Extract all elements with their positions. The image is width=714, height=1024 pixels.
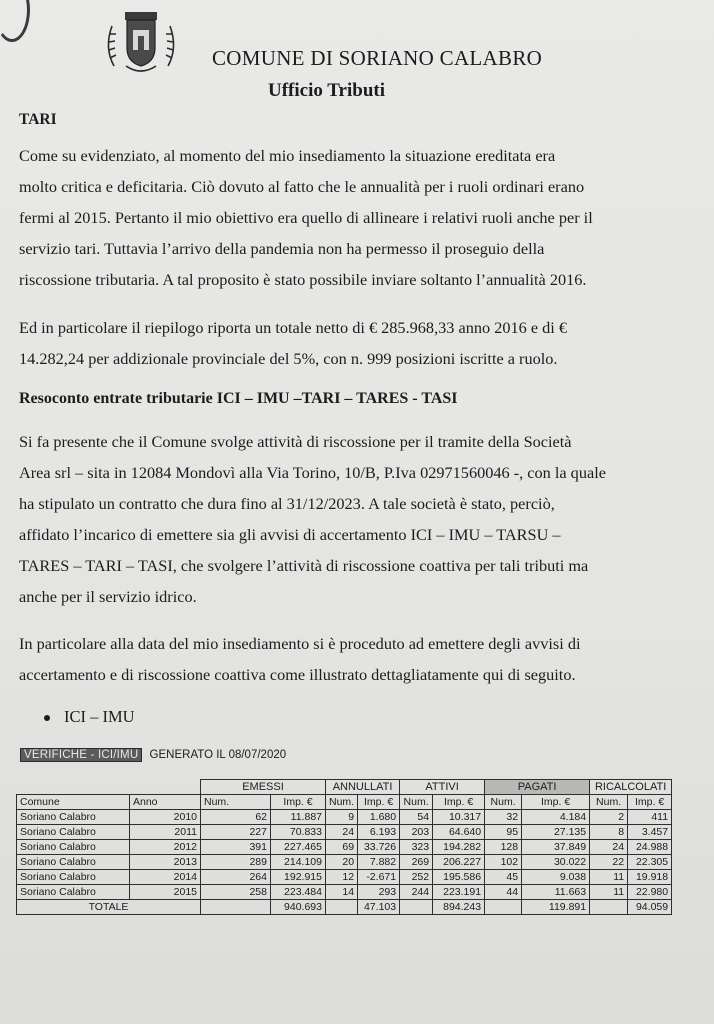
table-row [17,885,672,900]
verifiche-caption [20,748,286,762]
group-emessi: EMESSI [201,780,326,795]
cell-anno: 2013 [130,855,201,870]
col-num: Num. [400,795,433,810]
cell-comune: Soriano Calabro [17,855,130,870]
cell-attivi-num: 269 [400,855,433,870]
verifiche-badge: VERIFICHE - ICI/IMU [20,748,142,762]
municipal-crest-icon [100,8,182,78]
cell-pagati-num: 32 [485,810,522,825]
bullet-dot-icon [44,715,50,721]
cell-attivi-imp: 194.282 [433,840,485,855]
col-num: Num. [485,795,522,810]
cell-pagati-imp: 9.038 [522,870,590,885]
text-line: accertamento e di riscossione coattiva come illustrato dettagliatamente qui di seguito. [19,665,576,684]
text-line: molto critica e deficitaria. Ciò dovuto al fatto che le annualità per i ruoli ordinari erano [19,177,585,196]
cell-anno: 2012 [130,840,201,855]
cell-pagati-imp: 27.135 [522,825,590,840]
text-line: Ed in particolare il riepilogo riporta un totale netto di € 285.968,33 anno 2016 e di € [19,318,568,337]
text-line: In particolare alla data del mio insediamento si è proceduto ad emettere degli avvisi di [19,634,581,653]
cell-emessi-imp: 214.109 [271,855,326,870]
generated-date: GENERATO IL 08/07/2020 [149,749,287,761]
group-attivi: ATTIVI [400,780,485,795]
text-line: fermi al 2015. Pertanto il mio obiettivo era quello di allineare i relativi ruoli anche per il [19,208,593,227]
col-imp: Imp. € [358,795,400,810]
cell-comune: Soriano Calabro [17,825,130,840]
cell-ricalcolati-imp: 411 [628,810,672,825]
cell-ricalcolati-num: 11 [590,885,628,900]
cell-emessi-imp: 11.887 [271,810,326,825]
cell-ricalcolati-imp: 22.980 [628,885,672,900]
group-annullati: ANNULLATI [326,780,400,795]
text-line: riscossione tributaria. A tal proposito è stato possibile inviare soltanto l’annualità 2016. [19,270,587,289]
cell-attivi-num: 244 [400,885,433,900]
cell-ricalcolati-imp: 3.457 [628,825,672,840]
cell-emessi-imp: 227.465 [271,840,326,855]
cell-pagati-num: 128 [485,840,522,855]
text-line: servizio tari. Tuttavia l’arrivo della pandemia non ha permesso il proseguio della [19,239,545,258]
cell-ricalcolati-num: 11 [590,870,628,885]
cell-emessi-num: 264 [201,870,271,885]
total-pagati: 119.891 [522,900,590,915]
table-body [17,810,672,900]
resoconto-paragraph-1 [19,426,681,612]
group-ricalcolati: RICALCOLATI [590,780,672,795]
group-header-row [17,780,672,795]
text-line: Come su evidenziato, al momento del mio insediamento la situazione ereditata era [19,146,556,165]
cell-ricalcolati-num: 2 [590,810,628,825]
text-line: affidato l’incarico di emettere sia gli avvisi di accertamento ICI – IMU – TARSU – [19,525,561,544]
text-line: 14.282,24 per addizionale provinciale del 5%, con n. 999 posizioni iscritte a ruolo. [19,349,558,368]
cell-ricalcolati-num: 22 [590,855,628,870]
text-line: anche per il servizio idrico. [19,587,197,606]
cell-emessi-num: 258 [201,885,271,900]
text-line: Si fa presente che il Comune svolge attività di riscossione per il tramite della Società [19,432,572,451]
cell-emessi-num: 289 [201,855,271,870]
cell-pagati-num: 45 [485,870,522,885]
cell-comune: Soriano Calabro [17,885,130,900]
totale-label: TOTALE [17,900,201,915]
table-row [17,870,672,885]
cell-annullati-num: 24 [326,825,358,840]
cell-annullati-imp: 1.680 [358,810,400,825]
col-imp: Imp. € [522,795,590,810]
cell-annullati-num: 12 [326,870,358,885]
total-annullati: 47.103 [358,900,400,915]
cell-emessi-num: 62 [201,810,271,825]
cell-pagati-num: 102 [485,855,522,870]
cell-ricalcolati-num: 8 [590,825,628,840]
cell-attivi-imp: 10.317 [433,810,485,825]
cell-pagati-imp: 30.022 [522,855,590,870]
cell-anno: 2014 [130,870,201,885]
table-row [17,855,672,870]
totals-row [17,900,672,915]
cell-anno: 2011 [130,825,201,840]
cell-emessi-num: 391 [201,840,271,855]
col-anno: Anno [130,795,201,810]
tari-paragraph-2 [19,312,681,374]
cell-annullati-num: 14 [326,885,358,900]
col-comune: Comune [17,795,130,810]
total-emessi: 940.693 [271,900,326,915]
column-header-row [17,795,672,810]
cell-emessi-imp: 192.915 [271,870,326,885]
cell-comune: Soriano Calabro [17,810,130,825]
bullet-item-ici-imu [44,707,135,727]
cell-annullati-imp: 6.193 [358,825,400,840]
resoconto-paragraph-2 [19,628,681,690]
table-row [17,810,672,825]
col-num: Num. [590,795,628,810]
cell-pagati-num: 44 [485,885,522,900]
col-num: Num. [326,795,358,810]
table-row [17,825,672,840]
cell-attivi-num: 252 [400,870,433,885]
resoconto-heading: Resoconto entrate tributarie ICI – IMU –TARI – TARES - TASI [19,390,458,407]
cell-annullati-num: 20 [326,855,358,870]
text-line: Area srl – sita in 12084 Mondovì alla Via Torino, 10/B, P.Iva 02971560046 -, con la quale [19,463,606,482]
col-num: Num. [201,795,271,810]
bullet-label: ICI – IMU [64,707,135,726]
cell-attivi-imp: 206.227 [433,855,485,870]
col-imp: Imp. € [628,795,672,810]
cell-attivi-imp: 64.640 [433,825,485,840]
total-attivi: 894.243 [433,900,485,915]
cell-annullati-imp: -2.671 [358,870,400,885]
text-line: ha stipulato un contratto che dura fino al 31/12/2023. A tale società è stato, perciò, [19,494,555,513]
col-imp: Imp. € [271,795,326,810]
page-subtitle: Ufficio Tributi [268,80,385,101]
cell-annullati-num: 69 [326,840,358,855]
cell-pagati-imp: 37.849 [522,840,590,855]
binder-ring [0,0,30,42]
cell-anno: 2015 [130,885,201,900]
cell-attivi-num: 323 [400,840,433,855]
cell-ricalcolati-imp: 19.918 [628,870,672,885]
cell-attivi-num: 203 [400,825,433,840]
cell-attivi-imp: 223.191 [433,885,485,900]
cell-attivi-imp: 195.586 [433,870,485,885]
cell-comune: Soriano Calabro [17,840,130,855]
cell-annullati-imp: 7.882 [358,855,400,870]
cell-ricalcolati-num: 24 [590,840,628,855]
col-imp: Imp. € [433,795,485,810]
cell-annullati-imp: 33.726 [358,840,400,855]
group-pagati: PAGATI [485,780,590,795]
total-ricalcolati: 94.059 [628,900,672,915]
tari-heading: TARI [19,111,57,128]
cell-emessi-imp: 70.833 [271,825,326,840]
cell-emessi-num: 227 [201,825,271,840]
cell-anno: 2010 [130,810,201,825]
cell-ricalcolati-imp: 24.988 [628,840,672,855]
cell-annullati-num: 9 [326,810,358,825]
cell-pagati-num: 95 [485,825,522,840]
tari-paragraph-1 [19,140,681,295]
cell-ricalcolati-imp: 22.305 [628,855,672,870]
cell-pagati-imp: 11.663 [522,885,590,900]
table-row [17,840,672,855]
verifiche-table [16,779,672,915]
cell-attivi-num: 54 [400,810,433,825]
page-title: COMUNE DI SORIANO CALABRO [212,46,543,70]
cell-comune: Soriano Calabro [17,870,130,885]
cell-pagati-imp: 4.184 [522,810,590,825]
cell-emessi-imp: 223.484 [271,885,326,900]
cell-annullati-imp: 293 [358,885,400,900]
text-line: TARES – TARI – TASI, che svolgere l’attività di riscossione coattiva per tali tributi ma [19,556,589,575]
